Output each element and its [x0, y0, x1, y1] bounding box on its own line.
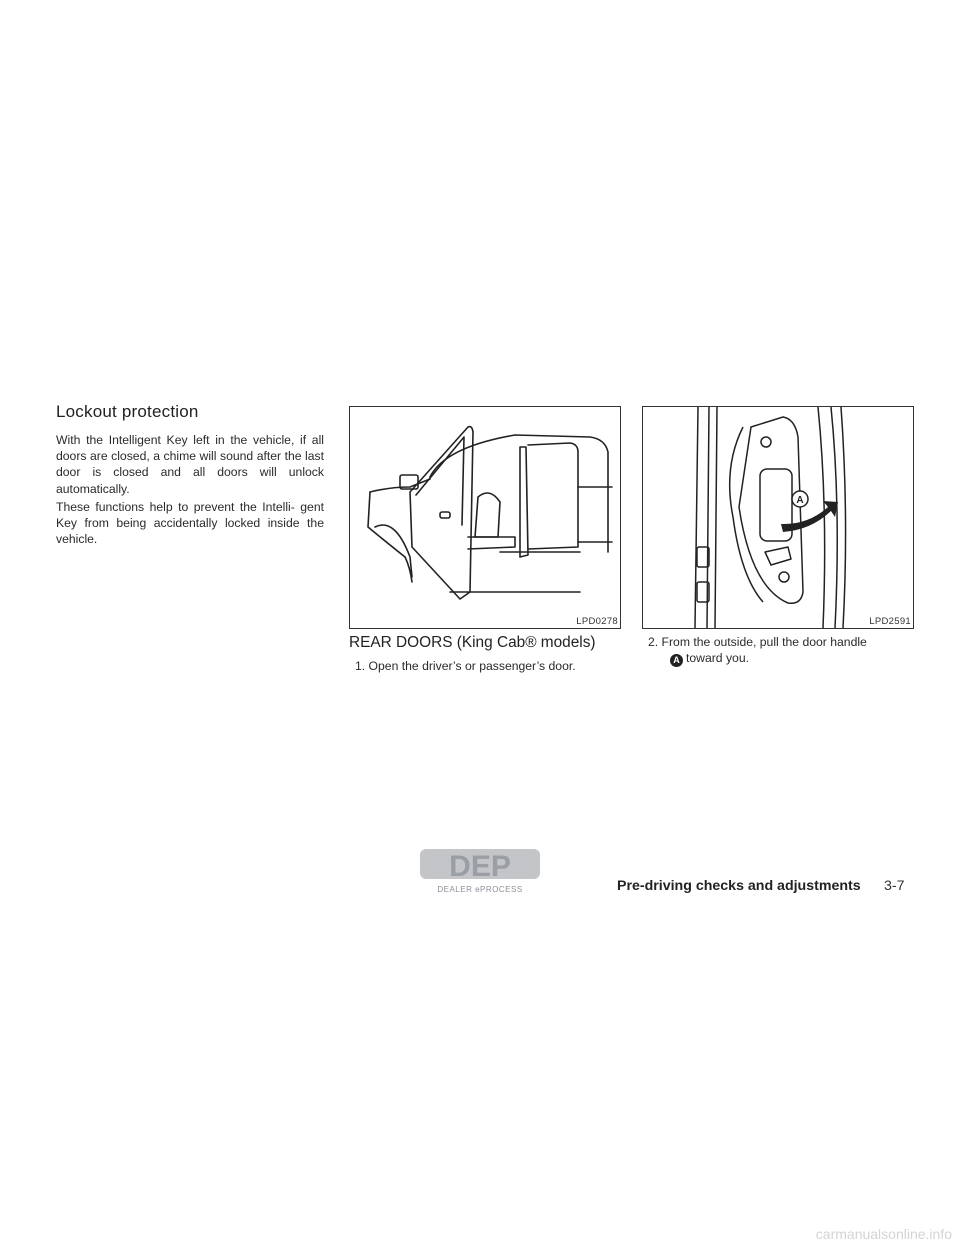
- lockout-paragraph-2: These functions help to prevent the Intelli- gent Key from being accidentally locked inside the vehicle.: [56, 500, 324, 547]
- figure-open-doors: [349, 406, 621, 629]
- logo-subtext: DEALER ePROCESS: [437, 885, 523, 894]
- callout-marker-a: A: [670, 654, 683, 667]
- truck-door-illustration: [350, 407, 620, 628]
- door-handle-illustration: [643, 407, 913, 628]
- dealer-eprocess-logo: [418, 846, 544, 896]
- step-1: 1. Open the driver’s or passenger’s door.: [355, 659, 576, 673]
- figure-code: LPD2591: [869, 616, 911, 627]
- page-number: 3-7: [884, 878, 905, 894]
- step-2-text-end: toward you.: [686, 651, 750, 665]
- section-heading-rear-doors: REAR DOORS (King Cab® models): [349, 634, 596, 651]
- step-2-text: 2. From the outside, pull the door handle: [648, 635, 867, 649]
- logo-text: DEP: [449, 850, 511, 883]
- callout-a: A: [796, 495, 804, 506]
- watermark: carmanualsonline.info: [815, 1226, 952, 1242]
- section-heading-lockout: Lockout protection: [56, 402, 199, 421]
- figure-door-handle: [642, 406, 914, 629]
- footer-section-title: Pre-driving checks and adjustments: [617, 878, 861, 894]
- step-2-continuation: [648, 650, 916, 667]
- step-2: [648, 634, 916, 667]
- lockout-paragraph-1: With the Intelligent Key left in the vehicle, if all doors are closed, a chime will sound after the last door is closed and all doors will unlock automatically.: [56, 433, 324, 496]
- figure-code: LPD0278: [576, 616, 618, 627]
